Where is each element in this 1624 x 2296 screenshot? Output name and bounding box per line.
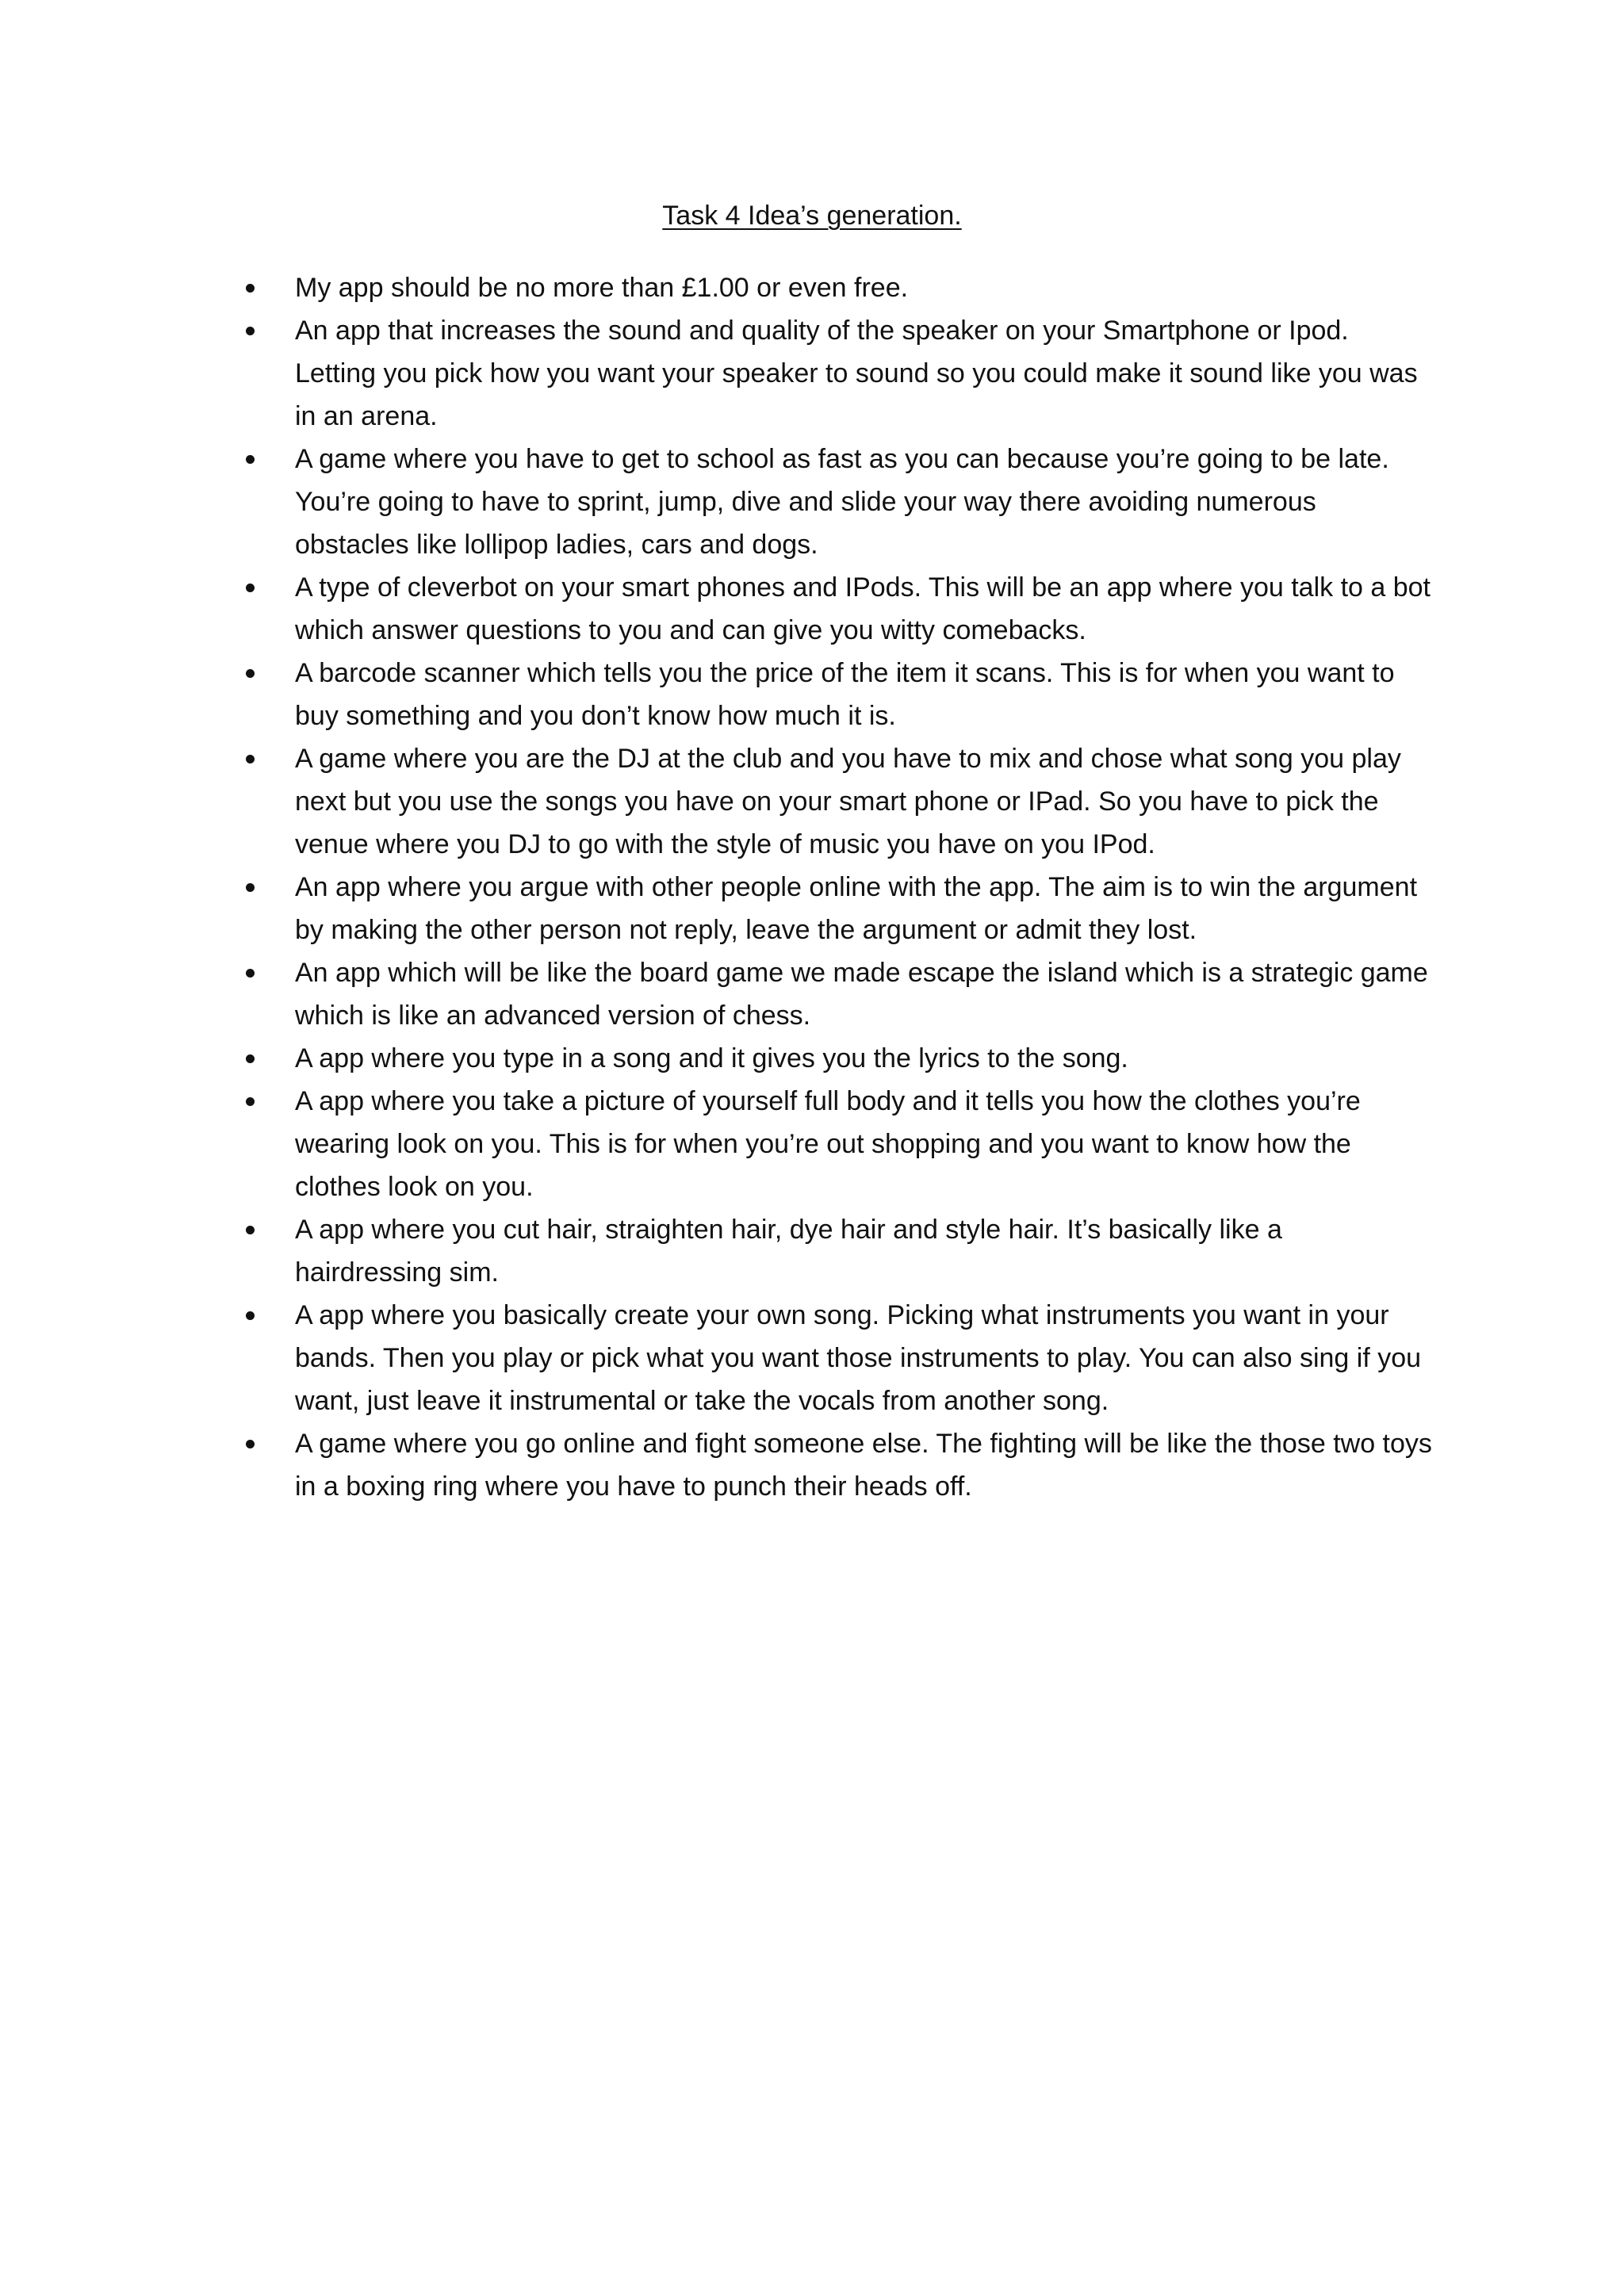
bullet-icon [246,327,255,335]
list-item [246,566,1435,652]
list-item [246,1294,1435,1422]
bullet-icon [246,755,255,763]
list-item [246,1208,1435,1294]
list-item [246,1422,1435,1508]
bullet-icon [246,455,255,464]
bullet-icon [246,969,255,978]
bullet-icon [246,1097,255,1106]
list-item-text: A game where you go online and fight someone else. The fighting will be like the those two toys in a boxing ring where you have to punch their heads off. [295,1429,1432,1502]
list-item-text: A app where you take a picture of yourself full body and it tells you how the clothes you’re wearing look on you. This is for when you’re out shopping and you want to know how the clothes look on you. [295,1086,1361,1202]
list-item-text: A game where you are the DJ at the club and you have to mix and chose what song you play next but you use the songs you have on your smart phone or IPad. So you have to pick the venue where you DJ to go with the style of music you have on you IPod. [295,744,1401,859]
bullet-icon [246,1226,255,1234]
list-item-text: My app should be no more than £1.00 or even free. [295,273,909,303]
list-item [246,309,1435,438]
bullet-icon [246,1311,255,1320]
list-item-text: An app which will be like the board game we made escape the island which is a strategic game which is like an advanced version of chess. [295,958,1428,1031]
bullet-icon [246,669,255,678]
list-item-text: A game where you have to get to school as fast as you can because you’re going to be late. You’re going to have to sprint, jump, dive and slide your way there avoiding numerous obstacles like lollipop ladies, cars and dogs. [295,444,1389,560]
list-item [246,1037,1435,1080]
list-item [246,438,1435,566]
list-item [246,737,1435,866]
list-item [246,1080,1435,1208]
list-item-text: A type of cleverbot on your smart phones and IPods. This will be an app where you talk to a bot which answer questions to you and can give you witty comebacks. [295,572,1431,645]
list-item-text: A app where you type in a song and it gives you the lyrics to the song. [295,1043,1128,1073]
bullet-icon [246,1440,255,1448]
list-item-text: A app where you cut hair, straighten hair, dye hair and style hair. It’s basically like a hairdressing sim. [295,1215,1282,1288]
list-item-text: An app that increases the sound and quality of the speaker on your Smartphone or Ipod. Letting you pick how you want your speaker to sound so you could make it sound like you was in an arena. [295,316,1418,431]
list-item [246,266,1435,309]
bullet-icon [246,284,255,293]
bullet-icon [246,1054,255,1063]
bullet-icon [246,584,255,592]
list-item [246,866,1435,951]
document-title [0,197,1624,235]
ideas-list [246,266,1435,1508]
list-item [246,951,1435,1037]
list-item-text: An app where you argue with other people online with the app. The aim is to win the argument by making the other person not reply, leave the argument or admit they lost. [295,872,1418,945]
list-item-text: A app where you basically create your own song. Picking what instruments you want in your bands. Then you play or pick what you want those instruments to play. You can also sing if you want, just leave it instrumental or take the vocals from another song. [295,1300,1422,1416]
bullet-icon [246,883,255,892]
list-item-text: A barcode scanner which tells you the price of the item it scans. This is for when you want to buy something and you don’t know how much it is. [295,658,1395,731]
document-title-text: Task 4 Idea’s generation. [662,201,962,231]
list-item [246,652,1435,737]
